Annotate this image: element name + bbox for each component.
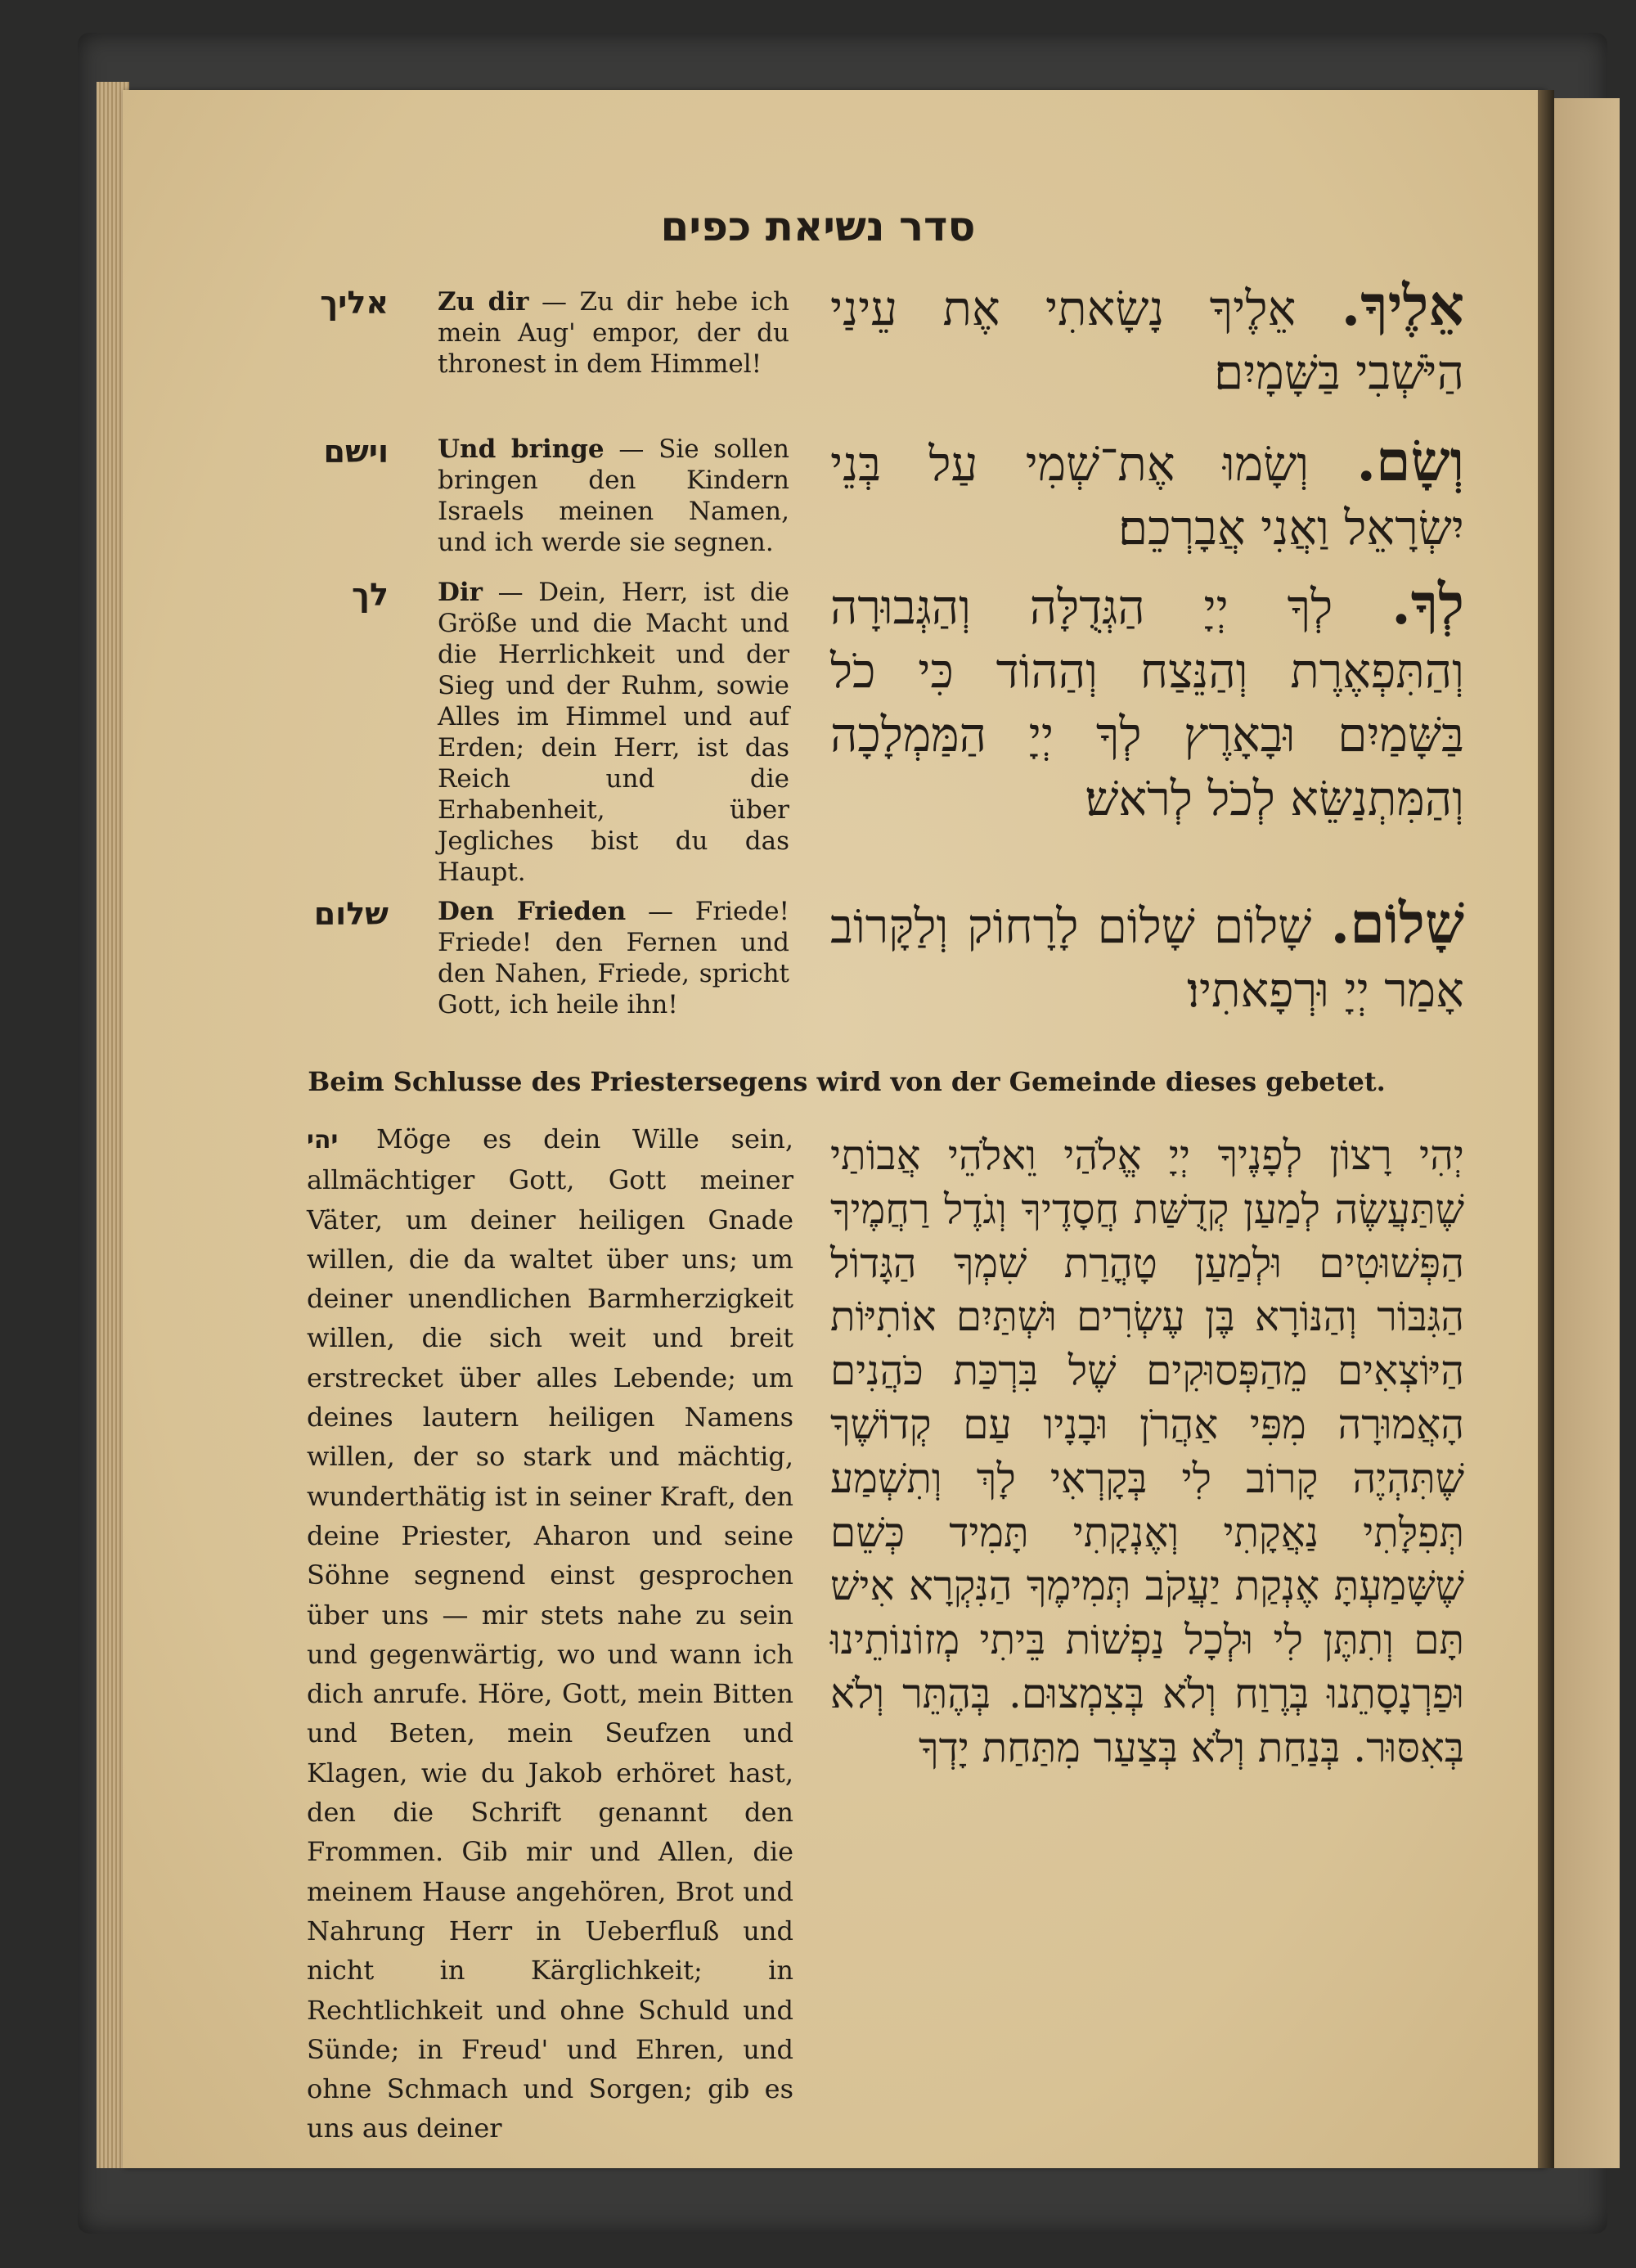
verse-hebrew-lead-4: שָׁלוֹם.: [1330, 891, 1465, 956]
verse-hebrew-text-2: וְשָׂמוּ אֶת־שְׁמִי עַל בְּנֵי יִשְׂרָאֵל וַאֲנִי אֲבָרְכֵם׃: [830, 436, 1464, 556]
verse-german-3: [438, 577, 789, 888]
verse-german-4: [438, 896, 789, 1020]
verse-hebrew-text-1: אֵלֶיךָ נָשָׂאתִי אֶת עֵינַי הַיֹּשְׁבִי בַּשָּׁמָיִם׃: [830, 281, 1464, 400]
verse-hebrew-lead-1: אֵלֶיךָ.: [1341, 273, 1464, 339]
verse-hebrew-4: [830, 892, 1464, 1022]
facing-page-edge: [1554, 98, 1620, 2168]
verse-cue-2: וישם: [323, 434, 389, 470]
verse-cue-1: אליך: [320, 285, 389, 321]
verse-hebrew-text-4: שָׁלוֹם שָׁלוֹם לָרָחוֹק וְלַקָּרוֹב אָמַר יְיָ וּרְפָאתִיו׃: [830, 898, 1464, 1018]
prayer-german: [307, 1119, 793, 2149]
verse-hebrew-2: [830, 430, 1464, 560]
verse-german-1: [438, 286, 789, 380]
verse-hebrew-3: [830, 573, 1464, 830]
verse-german-lead-1: Zu dir: [438, 287, 529, 317]
verse-german-2: [438, 434, 789, 558]
prayer-cue: יהי: [307, 1126, 339, 1154]
book-gutter: [1538, 90, 1554, 2168]
verse-german-lead-3: Dir: [438, 578, 483, 607]
verse-cue-4: שלום: [313, 896, 389, 932]
prayer-german-text: Möge es dein Wille sein, allmächtiger Gott, Gott meiner Väter, um deiner heiligen Gnade willen, die da waltet über uns; um deiner unendlichen Barmherzigkeit willen, die sich weit und breit erstrecket über alles Lebende; um deines lautern heiligen Namens willen, der so stark und mächtig, wunderthätig ist in seiner Kraft, den deine Priester, Aharon und seine Söhne segnend einst gesprochen über uns — mir stets nahe zu sein und gegenwärtig, wo und wann ich dich anrufe. Höre, Gott, mein Bitten und Beten, mein Seufzen und Klagen, wie du Jakob erhöret hast, den die Schrift genannt den Frommen. Gib mir und Allen, die meinem Hause angehören, Brot und Nahrung Herr in Ueberfluß und nicht in Kärglichkeit; in Rechtlichkeit und ohne Schuld und Sünde; in Freud' und Ehren, und ohne Schmach und Sorgen; gib es uns aus deiner: [307, 1123, 794, 2144]
verse-hebrew-text-3: לְךָ יְיָ הַגְּדֻלָּה וְהַגְּבוּרָה וְהַתִּפְאֶרֶת וְהַנֵּצַח וְהַהוֹד כִּי כֹל בַּשָּׁמַיִם וּבָאָרֶץ לְךָ יְיָ הַמַּמְלָכָה וְהַמִּתְנַשֵּׂא לְכֹל לְרֹאשׁ׃: [830, 579, 1464, 826]
verse-cue-3: לך: [352, 577, 389, 613]
verse-german-text-3: — Dein, Herr, ist die Größe und die Macht und die Herrlichkeit und der Sieg und der Ruhm, sowie Alles im Himmel und auf Erden; dein Herr, ist das Reich und die Erhabenheit, über Jegliches bist du das Haupt.: [438, 578, 790, 887]
page-title: סדר נשיאת כפים: [660, 203, 976, 250]
verse-hebrew-1: [830, 274, 1464, 404]
verse-german-lead-2: Und bringe: [438, 434, 605, 464]
verse-hebrew-lead-2: וְשָׂם.: [1356, 429, 1465, 494]
verse-german-text-4: — Friede! Friede! den Fernen und den Nahen, Friede, spricht Gott, ich heile ihn!: [438, 897, 790, 1019]
verse-hebrew-lead-3: לְךָ.: [1391, 572, 1464, 637]
verse-german-text-2: — Sie sollen bringen den Kindern Israels meinen Namen, und ich werde sie segnen.: [438, 434, 790, 557]
verse-german-text-1: — Zu dir hebe ich mein Aug' empor, der du thronest in dem Himmel!: [438, 287, 789, 379]
verse-german-lead-4: Den Frieden: [438, 897, 627, 926]
instruction-line: Beim Schlusse des Priestersegens wird von der Gemeinde dieses gebetet.: [308, 1066, 1386, 1097]
prayer-hebrew: יְהִי רָצוֹן לְפָנֶיךָ יְיָ אֱלֹהַי וֵאלֹהֵי אֲבוֹתַי שֶׁתַּעֲשֶׂה לְמַעַן קְדֻשַּׁת חֲסָדֶיךָ וְגֹדֶל רַחֲמֶיךָ הַפְּשׁוּטִים וּלְמַעַן טָהֳרַת שִׁמְךָ הַגָּדוֹל הַגִּבּוֹר וְהַנּוֹרָא בֶּן עֶשְׂרִים וּשְׁתַּיִם אוֹתִיּוֹת הַיּוֹצְאִים מֵהַפְּסוּקִים שֶׁל בִּרְכַּת כֹּהֲנִים הָאֲמוּרָה מִפִּי אַהֲרֹן וּבָנָיו עַם קְדוֹשֶׁךָ שֶׁתִּהְיֶה קָרוֹב לִי בְּקָרְאִי לָךְ וְתִשְׁמַע תְּפִלָּתִי נַאֲקָתִי וְאֶנְקָתִי תָּמִיד כְּשֵׁם שֶׁשָּׁמַעְתָּ אֶנְקַת יַעֲקֹב תְּמִימֶךָ הַנִּקְרָא אִישׁ תָּם וְתִתֶּן לִי וּלְכָל נַפְשׁוֹת בֵּיתִי מְזוֹנוֹתֵינוּ וּפַרְנָסָתֵנוּ בְּרֶוַח וְלֹא בְּצִמְצוּם. בְּהֶתֵּר וְלֹא בְּאִסּוּר. בְּנַחַת וְלֹא בְּצַעַר מִתַּחַת יָדְךָ: [830, 1132, 1464, 1771]
